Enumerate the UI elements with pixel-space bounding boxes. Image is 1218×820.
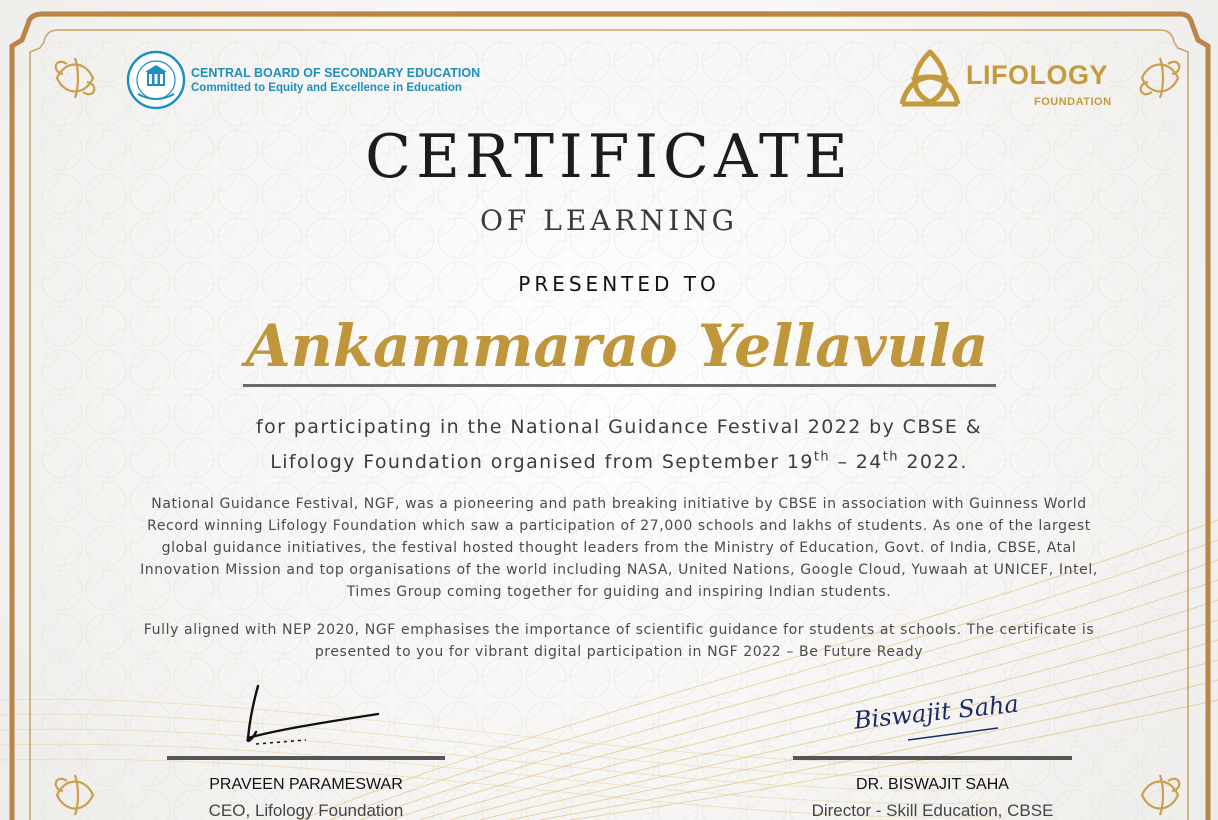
lifology-sub: FOUNDATION (1034, 96, 1112, 108)
cbse-tagline: Committed to Equity and Excellence in Education (191, 82, 462, 94)
purpose-line-2-start: Lifology Foundation organised from September 19 (270, 451, 814, 473)
cbse-header (191, 66, 480, 96)
signature-line-left (167, 756, 445, 760)
signatory-role-right: Director - Skill Education, CBSE (811, 801, 1054, 820)
signature-praveen (236, 680, 386, 756)
lifology-triquetra-icon (894, 46, 966, 116)
certificate-subtitle: OF LEARNING (479, 204, 739, 237)
signature-biswajit (848, 684, 1028, 748)
presented-to-label: PRESENTED TO (518, 272, 720, 296)
ordinal-suffix-2: th (882, 449, 899, 465)
signatory-name-left: PRAVEEN PARAMESWAR (209, 776, 403, 793)
purpose-line-2-mid: – 24 (830, 451, 883, 473)
cbse-emblem-icon (126, 50, 186, 110)
purpose-line-2 (0, 445, 1218, 480)
signature-line-right (793, 756, 1072, 760)
ordinal-suffix-1: th (813, 449, 831, 465)
signature-biswajit-text: Biswajit Saha (852, 689, 1020, 735)
description-paragraph-2: Fully aligned with NEP 2020, NGF emphasises the importance of scientific guidance for students at schools. The certificate is presented to you for vibrant digital participation in NGF 2022 – Be Future Ready (143, 622, 1095, 660)
purpose-statement (0, 410, 1218, 480)
lifology-name: LIFOLOGY (966, 60, 1108, 90)
purpose-line-2-end: 2022. (898, 451, 968, 473)
recipient-underline (243, 384, 996, 387)
signatory-role-left: CEO, Lifology Foundation (208, 801, 404, 820)
certificate-title: CERTIFICATE (365, 122, 853, 192)
recipient-name: Ankammarao Yellavula (245, 312, 989, 380)
cbse-name: CENTRAL BOARD OF SECONDARY EDUCATION (191, 66, 481, 80)
purpose-line-1: for participating in the National Guidance Festival 2022 by CBSE & (256, 416, 982, 438)
description-paragraph-1: National Guidance Festival, NGF, was a pioneering and path breaking initiative by CBSE in association with Guinness World Record winning Lifology Foundation which saw a participation of 27,000 schools and lakhs of students. As one of the largest global guidance initiatives, the festival hosted thought leaders from the Ministry of Education, Govt. of India, CBSE, Atal Innovation Mission and top organisations of the world including NASA, United Nations, Google Cloud, Yuwaah at UNICEF, Intel, Times Group coming together for guiding and inspiring Indian students. (140, 496, 1098, 600)
signatory-name-right: DR. BISWAJIT SAHA (856, 776, 1009, 793)
